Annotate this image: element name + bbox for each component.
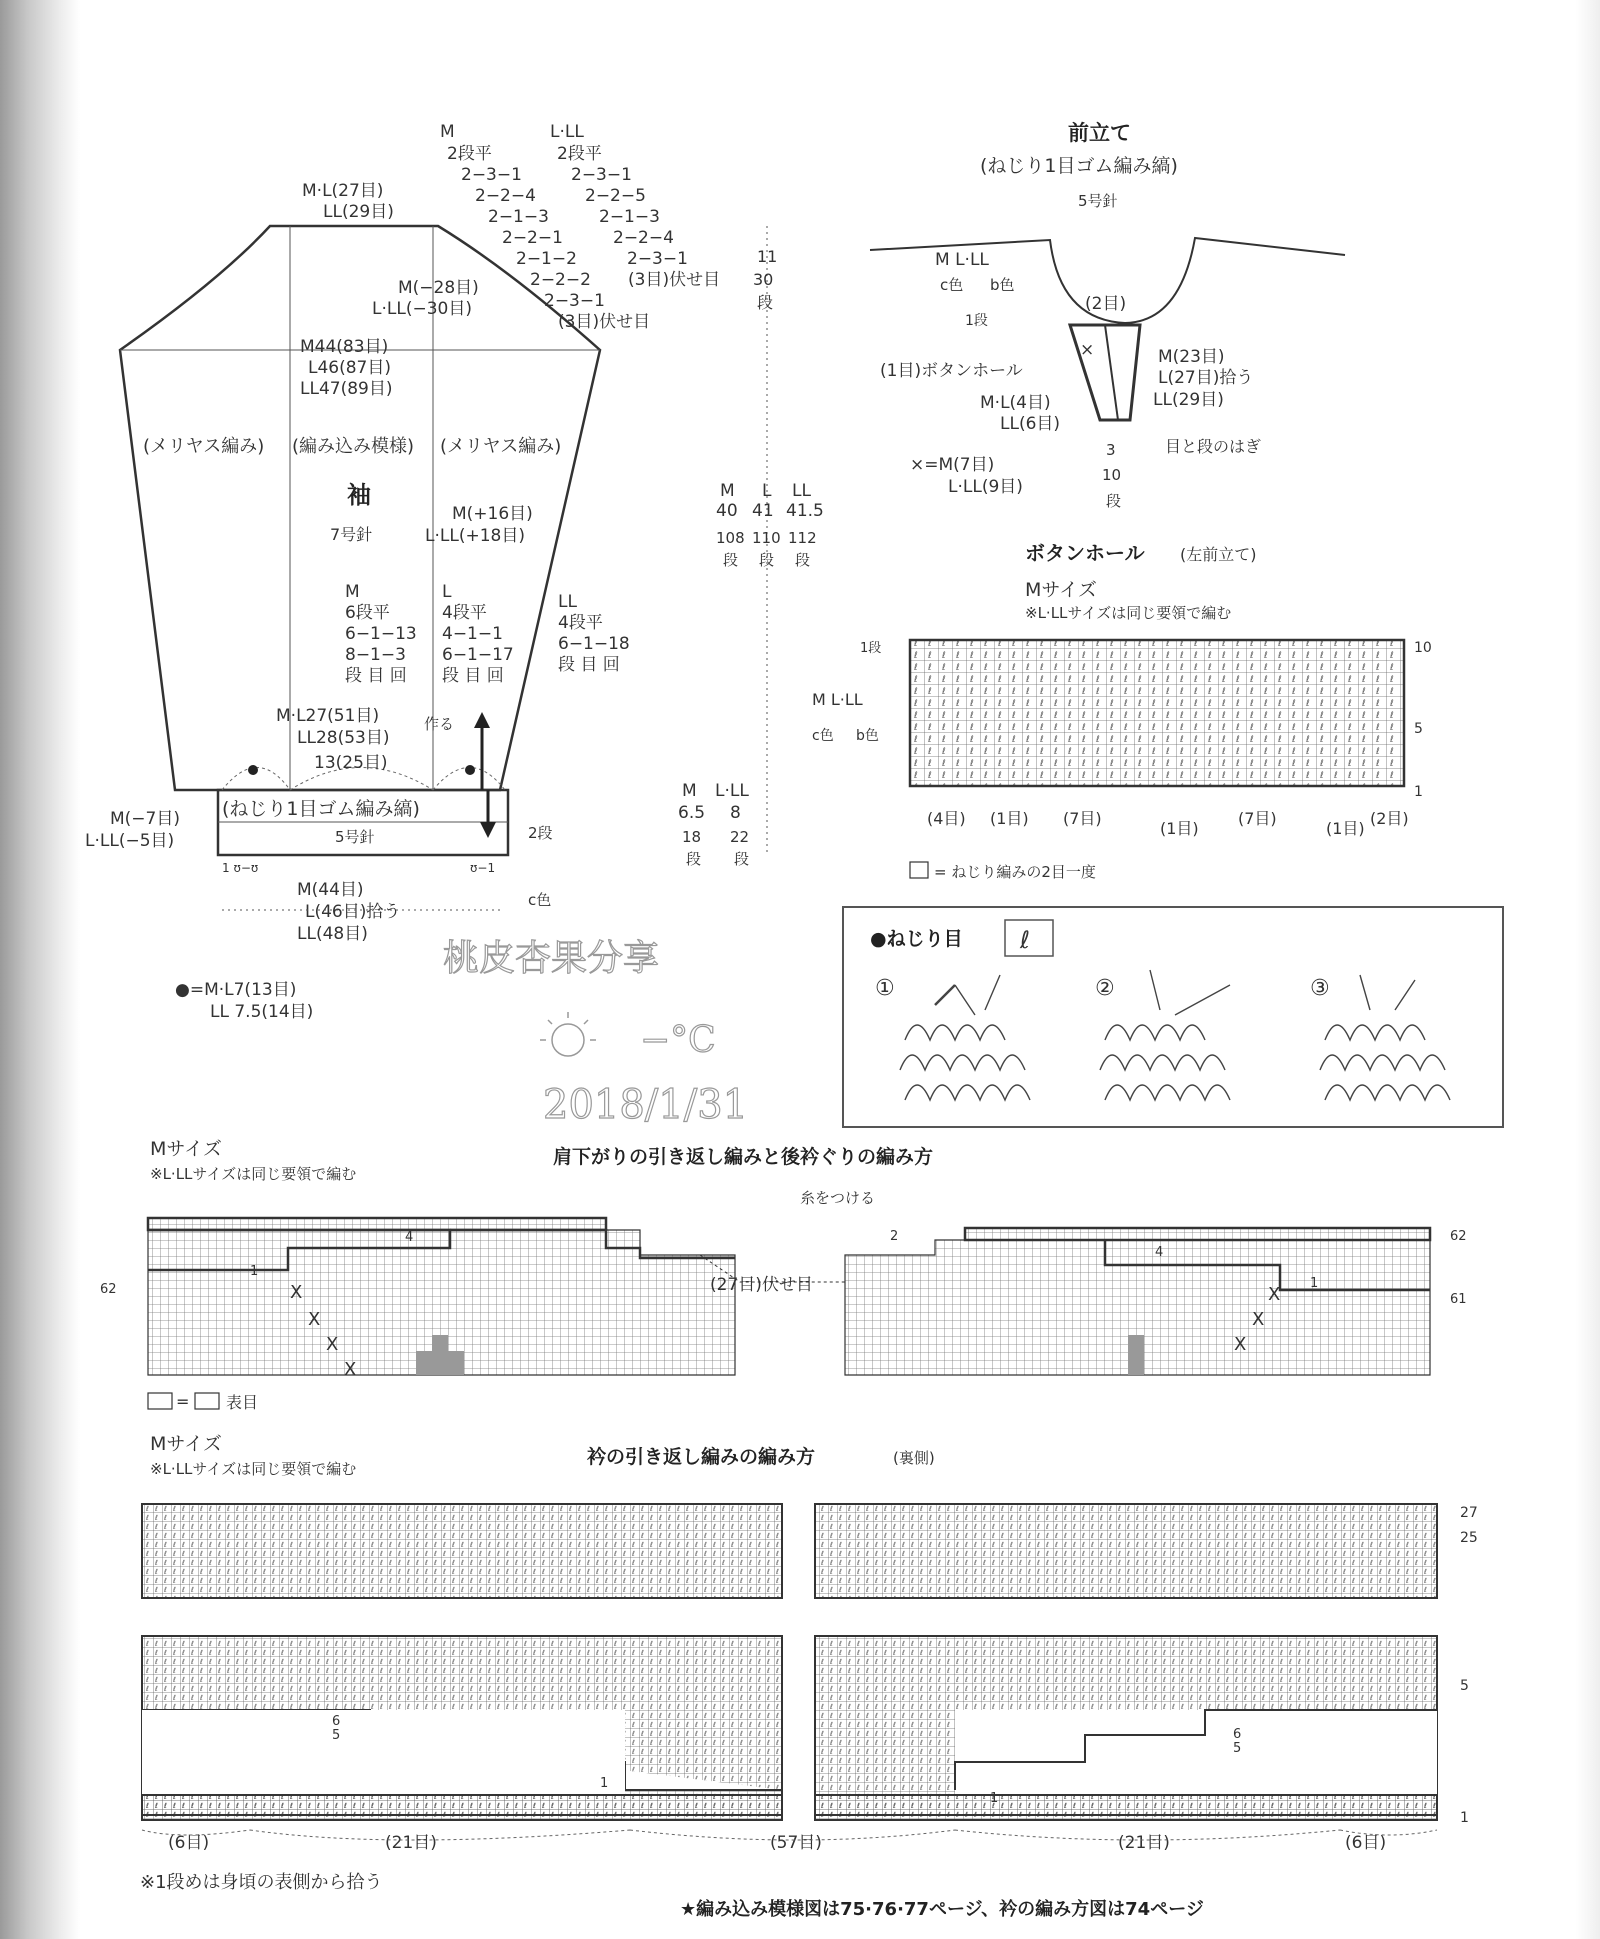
svg-text:1: 1 <box>600 1776 609 1791</box>
svg-text:段: 段 <box>734 850 750 868</box>
svg-text:6−1−17: 6−1−17 <box>442 645 514 665</box>
svg-text:段: 段 <box>1106 492 1122 510</box>
collar-row-27: 27 <box>1460 1505 1478 1521</box>
svg-text:L·LL: L·LL <box>550 122 584 142</box>
svg-text:段 目 回: 段 目 回 <box>345 666 407 686</box>
svg-text:8: 8 <box>730 803 741 823</box>
svg-text:2−3−1: 2−3−1 <box>461 165 522 185</box>
svg-text:4段平: 4段平 <box>442 603 487 623</box>
svg-text:段 目 回: 段 目 回 <box>558 655 620 675</box>
svg-text:112: 112 <box>788 529 817 547</box>
buttonhole-legend: = ねじり編みの2目一度 <box>934 863 1096 881</box>
svg-text:6−1−13: 6−1−13 <box>345 624 417 644</box>
svg-text:=: = <box>176 1392 190 1411</box>
twist-illustration-3 <box>1320 975 1450 1100</box>
svg-text:段: 段 <box>723 551 739 569</box>
sleeve-cap-top-ml: M·L(27目) <box>302 181 384 201</box>
sleeve-diagram <box>85 122 824 1022</box>
front-band-subtitle: (ねじり1目ゴム編み縞) <box>980 155 1178 177</box>
svg-text:1: 1 <box>1310 1276 1319 1291</box>
front-band-graft: 目と段のはぎ <box>1165 437 1262 456</box>
svg-text:5: 5 <box>332 1728 341 1743</box>
buttonhole-size: Mサイズ <box>1025 579 1097 601</box>
collar-row-1: 1 <box>1460 1810 1469 1826</box>
front-band-needle: 5号針 <box>1078 192 1118 210</box>
shoulder-row-right-mid: 61 <box>1450 1292 1467 1307</box>
svg-text:4: 4 <box>1155 1245 1164 1260</box>
svg-text:(3目)伏せ目: (3目)伏せ目 <box>558 312 651 332</box>
sleeve-needle: 7号針 <box>330 525 373 544</box>
front-band-x-m: ×=M(7目) <box>910 455 995 475</box>
svg-text:2−2−4: 2−2−4 <box>475 186 536 206</box>
watermark-line2: −°C <box>640 1020 716 1061</box>
front-band-diagram <box>870 121 1345 510</box>
svg-text:4−1−1: 4−1−1 <box>442 624 503 644</box>
svg-text:X: X <box>308 1309 321 1330</box>
collar-note: ※L·LLサイズは同じ要領で編む <box>150 1460 357 1478</box>
svg-text:8−1−3: 8−1−3 <box>345 645 406 665</box>
sleeve-stockinette-right: (メリヤス編み) <box>440 436 562 457</box>
front-band-ll6: LL(6目) <box>1000 414 1061 434</box>
sleeve-stockinette-left: (メリヤス編み) <box>143 436 265 457</box>
sleeve-shaping-m <box>345 582 417 686</box>
front-band-b: b色 <box>990 276 1015 294</box>
svg-text:(7目): (7目) <box>1063 809 1102 828</box>
svg-text:段: 段 <box>795 551 811 569</box>
svg-text:段: 段 <box>757 293 774 312</box>
svg-text:2−1−3: 2−1−3 <box>599 207 660 227</box>
front-band-two-st: (2目) <box>1085 294 1127 314</box>
shoulder-note: ※L·LLサイズは同じ要領で編む <box>150 1165 357 1183</box>
collar-row-25: 25 <box>1460 1530 1478 1546</box>
svg-text:2−2−4: 2−2−4 <box>613 228 674 248</box>
sleeve-pick-ll: LL(48目) <box>297 924 368 944</box>
front-band-title: 前立て <box>1068 121 1131 145</box>
svg-text:M: M <box>345 582 360 602</box>
sleeve-inc-m: M(+16目) <box>452 504 533 524</box>
svg-text:6−1−18: 6−1−18 <box>558 634 630 654</box>
sleeve-inc-ll: L·LL(+18目) <box>425 526 525 546</box>
svg-text:LL: LL <box>792 481 811 501</box>
front-band-c: c色 <box>940 276 964 294</box>
sleeve-rib-rows: 2段 <box>528 824 553 842</box>
svg-text:11: 11 <box>757 247 778 266</box>
svg-text:2: 2 <box>890 1229 899 1244</box>
collar-size: Mサイズ <box>150 1433 222 1455</box>
svg-text:(4目): (4目) <box>927 809 966 828</box>
sleeve-cap-top-ll: LL(29目) <box>323 202 394 222</box>
collar-title: 衿の引き返し編みの編み方 <box>587 1446 816 1468</box>
buttonhole-row-10: 10 <box>1414 640 1432 656</box>
svg-text:X: X <box>1268 1284 1281 1305</box>
svg-text:2−3−1: 2−3−1 <box>571 165 632 185</box>
sleeve-center-count: 13(25目) <box>314 753 388 773</box>
svg-text:(6目): (6目) <box>1345 1833 1387 1853</box>
sleeve-cast-on-label: 作る <box>424 715 455 733</box>
buttonhole-title: ボタンホール <box>1025 541 1145 565</box>
front-band-pick-l: L(27目)拾う <box>1158 368 1254 388</box>
sleeve-width-l: L46(87目) <box>308 358 391 378</box>
shoulder-legend: 表目 <box>226 1393 259 1412</box>
collar-chart <box>140 1433 1478 1920</box>
svg-text:110: 110 <box>752 529 781 547</box>
twist-illustration-2 <box>1100 970 1230 1100</box>
svg-text:2−2−2: 2−2−2 <box>530 270 591 290</box>
front-band-buttonhole: (1目)ボタンホール <box>880 361 1023 381</box>
svg-text:X: X <box>344 1359 357 1380</box>
svg-text:41: 41 <box>752 501 774 521</box>
shoulder-row-left: 62 <box>100 1282 117 1297</box>
svg-text:2−3−1: 2−3−1 <box>627 249 688 269</box>
svg-text:10: 10 <box>1102 466 1122 484</box>
svg-text:(1目): (1目) <box>990 809 1029 828</box>
sleeve-dec-ll: L·LL(−30目) <box>372 299 472 319</box>
buttonhole-bottom-counts <box>927 809 1409 838</box>
svg-text:ℓ: ℓ <box>1020 926 1030 954</box>
front-band-pick-m: M(23目) <box>1158 347 1225 367</box>
svg-text:(1目): (1目) <box>1326 819 1365 838</box>
svg-text:30: 30 <box>753 270 774 289</box>
sleeve-shaping-ll <box>558 592 630 675</box>
sleeve-pick-l: L(46目)拾う <box>305 902 401 922</box>
buttonhole-row-1: 1 <box>1414 784 1423 800</box>
svg-text:段: 段 <box>759 551 775 569</box>
sleeve-rib-needle: 5号針 <box>335 828 375 846</box>
svg-text:1: 1 <box>250 1264 259 1279</box>
twist-step-3: ③ <box>1310 976 1330 1001</box>
svg-text:M: M <box>682 781 697 801</box>
svg-text:L·LL: L·LL <box>715 781 749 801</box>
shoulder-size: Mサイズ <box>150 1138 222 1160</box>
front-band-one-row: 1段 <box>965 313 988 329</box>
sleeve-cuff-ml: M·L27(51目) <box>276 706 380 726</box>
svg-text:6: 6 <box>332 1714 341 1729</box>
dot-legend-ll: LL 7.5(14目) <box>210 1002 314 1022</box>
svg-text:M L·LL: M L·LL <box>812 690 863 709</box>
svg-text:M: M <box>440 122 455 142</box>
collar-title-sub: (裏側) <box>893 1449 935 1467</box>
svg-text:L: L <box>762 481 772 501</box>
shoulder-title: 肩下がりの引き返し編みと後衿ぐりの編み方 <box>553 1146 934 1168</box>
svg-text:(2目): (2目) <box>1370 809 1409 828</box>
sleeve-pick-m: M(44目) <box>297 880 364 900</box>
sleeve-shaping-l <box>442 582 514 686</box>
front-band-ml4: M·L(4目) <box>980 393 1051 413</box>
svg-text:2段平: 2段平 <box>557 144 602 164</box>
svg-text:(7目): (7目) <box>1238 809 1277 828</box>
sun-icon <box>540 1012 596 1056</box>
svg-text:LL: LL <box>558 592 577 612</box>
svg-text:3: 3 <box>1106 441 1116 459</box>
shoulder-bind-off: (27目)伏せ目 <box>710 1275 813 1295</box>
shoulder-chart <box>100 1138 1467 1412</box>
twist-step-2: ② <box>1095 976 1115 1001</box>
svg-text:×: × <box>1080 340 1095 360</box>
buttonhole-left-rows: 1段 <box>860 641 882 656</box>
shoulder-attach-yarn: 糸をつける <box>800 1189 876 1207</box>
svg-text:4: 4 <box>405 1230 414 1245</box>
svg-text:X: X <box>326 1334 339 1355</box>
twist-step-1: ① <box>875 976 895 1001</box>
svg-text:X: X <box>1252 1309 1265 1330</box>
buttonhole-title-sub: (左前立て) <box>1180 545 1257 564</box>
svg-text:4段平: 4段平 <box>558 613 603 633</box>
svg-text:X: X <box>290 1282 303 1303</box>
svg-text:(6目): (6目) <box>168 1833 210 1853</box>
sleeve-rib-name: (ねじり1目ゴム編み縞) <box>222 798 420 820</box>
page-reference: ★編み込み模様図は75·76·77ページ、衿の編み方図は74ページ <box>680 1899 1204 1920</box>
svg-text:(57目): (57目) <box>770 1833 822 1853</box>
svg-text:2−2−1: 2−2−1 <box>502 228 563 248</box>
buttonhole-note: ※L·LLサイズは同じ要領で編む <box>1025 604 1232 622</box>
svg-text:40: 40 <box>716 501 738 521</box>
twist-title: ●ねじり目 <box>870 928 963 950</box>
svg-text:1: 1 <box>990 1791 999 1806</box>
svg-text:b色: b色 <box>856 728 879 744</box>
watermark-line1: 桃皮杏果分享 <box>443 938 660 979</box>
svg-text:2−3−1: 2−3−1 <box>544 291 605 311</box>
svg-text:段: 段 <box>686 850 702 868</box>
watermark <box>443 938 748 1128</box>
svg-text:2段平: 2段平 <box>447 144 492 164</box>
svg-text:c色: c色 <box>812 728 834 744</box>
svg-text:22: 22 <box>730 828 750 846</box>
svg-text:ʊ−1: ʊ−1 <box>470 861 496 875</box>
sleeve-rib-dec-m: M(−7目) <box>110 809 180 829</box>
svg-text:(21目): (21目) <box>385 1833 437 1853</box>
sleeve-height-dimension <box>678 226 824 868</box>
twist-stitch-box <box>843 907 1503 1127</box>
svg-text:2−2−5: 2−2−5 <box>585 186 646 206</box>
collar-row-5: 5 <box>1460 1678 1469 1694</box>
dot-legend-ml: ●=M·L7(13目) <box>175 980 297 1000</box>
svg-text:(1目): (1目) <box>1160 819 1199 838</box>
sleeve-width-ll: LL47(89目) <box>300 379 393 399</box>
front-band-x-ll: L·LL(9目) <box>948 477 1023 497</box>
svg-text:5: 5 <box>1233 1741 1242 1756</box>
svg-text:6.5: 6.5 <box>678 803 706 823</box>
svg-text:6: 6 <box>1233 1727 1242 1742</box>
svg-text:X: X <box>1234 1334 1247 1355</box>
svg-text:41.5: 41.5 <box>786 501 824 521</box>
front-band-pick-ll: LL(29目) <box>1153 390 1224 410</box>
front-band-ml: M L·LL <box>935 250 989 270</box>
watermark-line3: 2018/1/31 <box>543 1082 749 1128</box>
sleeve-width-m: M44(83目) <box>300 337 389 357</box>
twist-illustration-1 <box>900 975 1030 1100</box>
svg-text:18: 18 <box>682 828 702 846</box>
collar-bottom-counts <box>168 1833 1386 1853</box>
svg-text:(21目): (21目) <box>1118 1833 1170 1853</box>
svg-text:段 目 回: 段 目 回 <box>442 666 504 686</box>
sleeve-dec-m: M(−28目) <box>398 278 479 298</box>
sleeve-cuff-ll: LL28(53目) <box>297 728 390 748</box>
buttonhole-chart <box>812 541 1432 881</box>
svg-text:L: L <box>442 582 452 602</box>
sleeve-rib-color: c色 <box>528 891 552 909</box>
sleeve-colorwork: (編み込み模様) <box>292 436 415 457</box>
svg-text:108: 108 <box>716 529 745 547</box>
buttonhole-row-5: 5 <box>1414 721 1423 737</box>
shoulder-row-right-top: 62 <box>1450 1229 1467 1244</box>
svg-text:(3目)伏せ目: (3目)伏せ目 <box>628 270 721 290</box>
svg-text:2−1−2: 2−1−2 <box>516 249 577 269</box>
svg-text:1 ʊ−ʊ: 1 ʊ−ʊ <box>222 861 259 875</box>
svg-text:6段平: 6段平 <box>345 603 390 623</box>
sleeve-rib-dec-ll: L·LL(−5目) <box>85 831 175 851</box>
sleeve-title: 袖 <box>347 481 371 509</box>
svg-text:2−1−3: 2−1−3 <box>488 207 549 227</box>
svg-text:M: M <box>720 481 735 501</box>
collar-bottom-note: ※1段めは身頃の表側から拾う <box>140 1872 383 1893</box>
